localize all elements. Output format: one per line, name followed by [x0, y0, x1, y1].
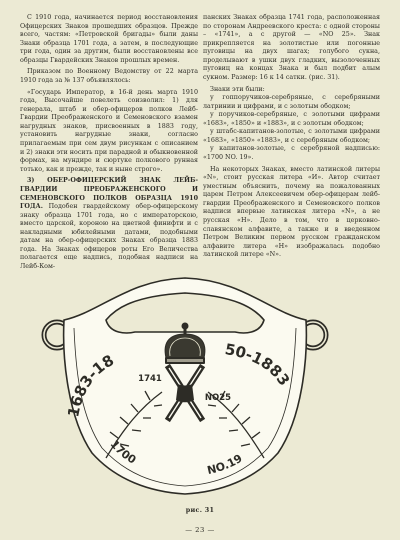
paragraph: у капитанов-золотые, с серебряной надписью: «1700 NO. 19». [203, 145, 380, 161]
page-number: — 23 — [185, 526, 215, 534]
paragraph: панских Знаках образца 1741 года, расположенная по сторонам Андреевского креста: с одной стороны – «1741», а с другой — «NO 25». Знак прикрепляется на золотистые или погонные пуговицы на двух шагах; голубого сукна, проделывают в ушки двух гладких, вызолоченных пуговиц на концах Знака и был подбит алым сукном. Размер: 16 к 14 сатки. (рис. 31). [203, 14, 380, 81]
figure-caption: рис. 31 [185, 506, 215, 514]
cross-date-1741: 1741 [138, 374, 162, 384]
paragraph: С 1910 года, начинается период восстановления Офицерских Знаков прошедших образцов. Прежде всего, частям: «Петровской бригады» были даны Знаки образца 1701 года, а затем, в последующие три года, один за другим, были восстановлены все образцы Гвардейских Знаков прошлых времен. [20, 14, 198, 64]
left-arc-date: 1683-18 [64, 351, 118, 419]
paragraph: Знаки эти были: [210, 85, 265, 93]
left-column [20, 14, 198, 271]
bottom-right-number: NO.19 [205, 451, 245, 478]
paragraph: у гоппоручиков-серебряные, с серебряными латринии и цифрами, и с золотым ободком; [203, 94, 380, 110]
gorget-illustration [40, 268, 330, 501]
section-heading: 3) ОБЕР-ОФИЦЕРСКИЙ ЗНАК ЛЕЙБ-ГВАРДИИ ПРЕОБРАЖЕНСКОГО И СЕМЕНОВСКОГО ПОЛКОВ ОБРАЗЦА 1910 ГОДА. [20, 177, 198, 211]
section [20, 177, 198, 271]
right-column [203, 14, 380, 260]
cross-number-25: NO25 [204, 393, 232, 403]
section-text: Подобен гвардейскому обер-офицерскому знаку образца 1701 года, но с императорскою, вместо царской, короною на цветной финифти и с накладными юбилейными датами, подобными датам на обер-офицерских Знаках образца 1883 года. На Знаках офицеров роты Его Величества полагается еще надпись, подобная надписи на Лейб-Ком- [20, 203, 198, 270]
imperial-crown-icon [165, 323, 205, 365]
paragraph: Приказом по Военному Ведомству от 22 марта 1910 года за № 137 объявлялось: [20, 68, 198, 85]
right-arc-date: 50-1883 [223, 340, 294, 390]
paragraph: у поручиков-серебряные, с золотыми цифрами «1683», «1850» и «1883», и с золотым ободком; [203, 111, 380, 127]
paragraph: у штабс-капитанов-золотые, с золотыми цифрами «1683», «1850» «1883», и с серебряным ободком; [203, 128, 380, 144]
bottom-left-date: 1700 [107, 437, 139, 467]
paragraph: «Государь Император, в 16-й день марта 1910 года, Высочайше повелеть соизволил: 1) для генерала, штаб и обер-офицеров полков Лейб-Гвардии Преображенского и Семеновского взамен нагрудных знаков, присвоенных в 1883 году, установить нагрудные знаки, согласно прилагаемым при сем двум рисункам с описанием и 2) знаки эти носить при парадной и обыкновенной формах, на мундире и сюртуке полкового рунная тотько, как и прежде, так и ныне строго». [20, 88, 198, 173]
paragraph: На некоторых Знаках, вместо латинской литеры «N», стоит русская литера «И». Автор считает уместным объяснить, почему на пожалованных царем Петром Алексеевичем обер-офицерам лейб-гвардии Преображенского и Семеновского полков надписи впервые латинская литера «N», а не русская «Н». Дело в том, что в церковно-славянском алфавите, а также и в введенном Петром Великим первом русском гражданском алфавите литера «Н» изображалась подобно латинской литере «N». [203, 165, 380, 259]
